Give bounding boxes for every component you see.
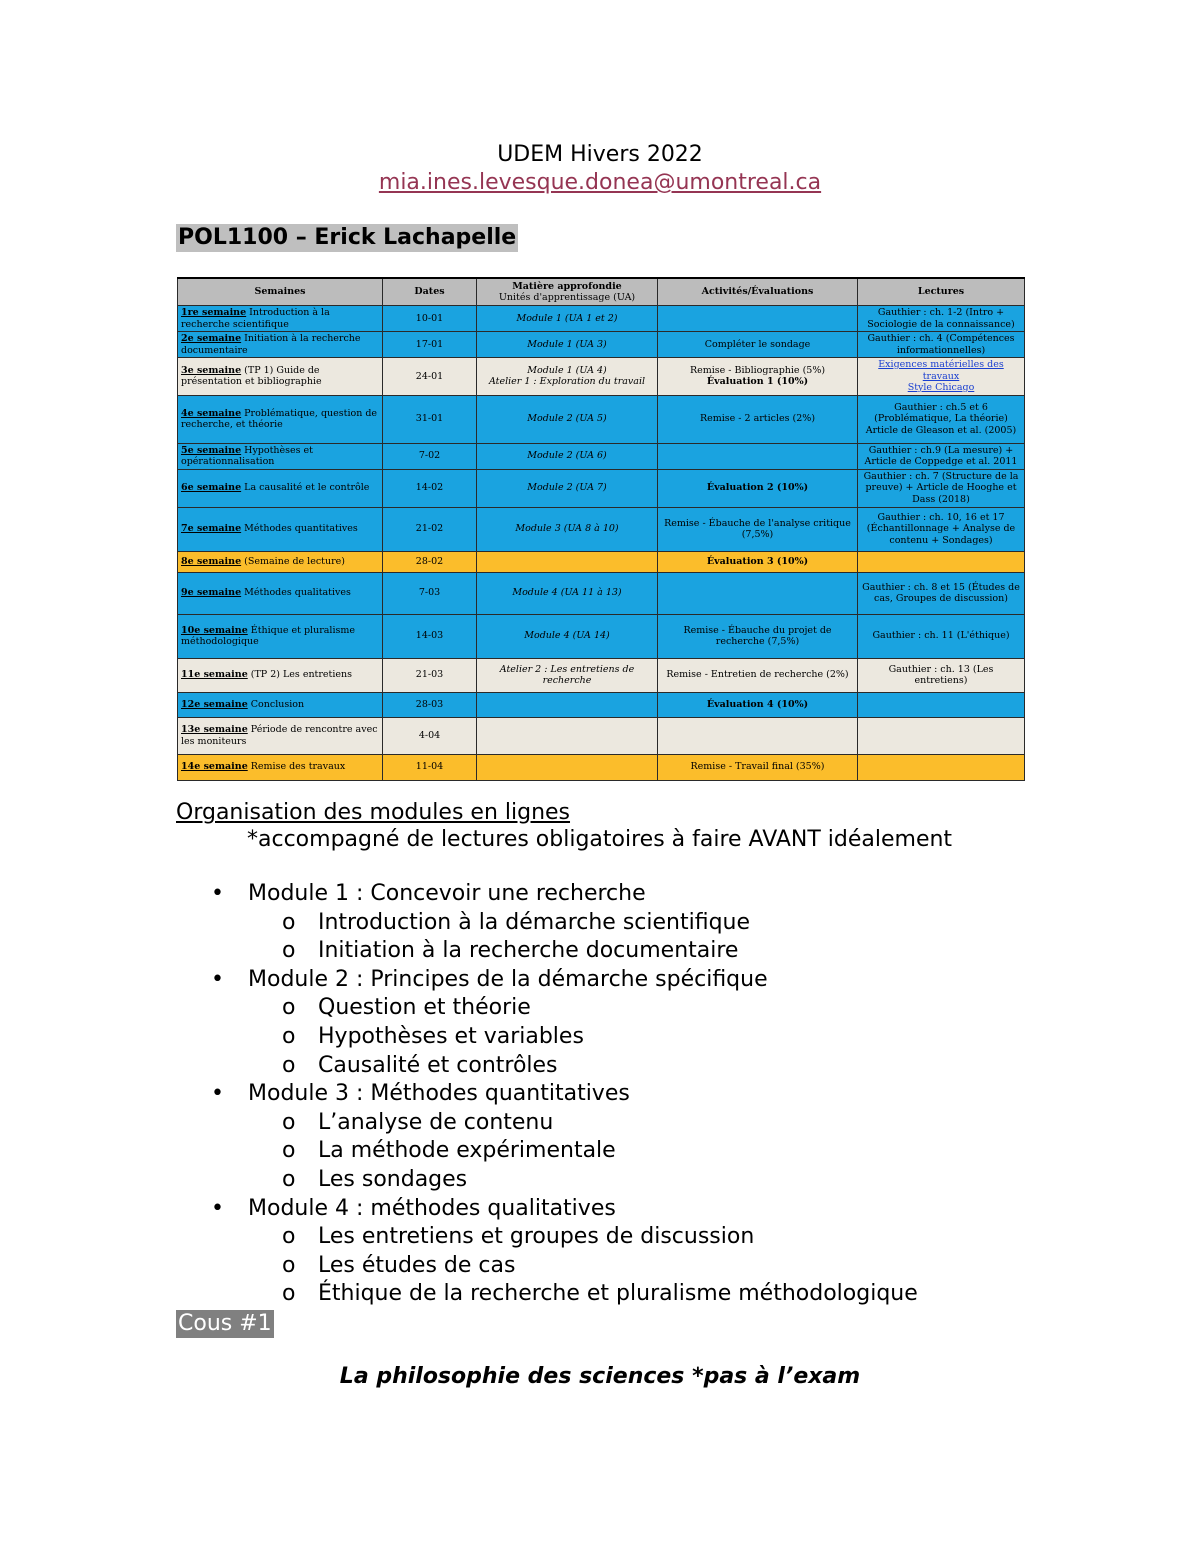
date-cell: 4-04 xyxy=(383,717,477,754)
schedule-row xyxy=(178,443,1025,469)
sub-bullet-icon: o xyxy=(282,1281,296,1307)
reading-cell xyxy=(858,306,1025,332)
reading-cell xyxy=(858,551,1025,572)
reading-text: Gauthier : ch. 11 (L'éthique) xyxy=(872,630,1010,642)
week-cell xyxy=(178,692,383,717)
bullet-icon: • xyxy=(211,881,224,906)
reading-cell xyxy=(858,692,1025,717)
week-topic: Période de rencontre avec les moniteurs xyxy=(181,724,378,747)
reading-cell xyxy=(858,658,1025,692)
module-subitem-label: Causalité et contrôles xyxy=(318,1052,558,1078)
date-cell: 17-01 xyxy=(383,332,477,358)
reading-cell xyxy=(858,717,1025,754)
week-label: 12e semaine xyxy=(181,698,248,710)
week-cell xyxy=(178,572,383,614)
reading-text: Gauthier : ch.5 et 6 (Problématique, La théorie) Article de Gleason et al. (2005) xyxy=(865,401,1017,436)
reading-cell xyxy=(858,469,1025,507)
activity-cell xyxy=(658,551,858,572)
schedule-body xyxy=(178,306,1025,781)
sub-bullet-icon: o xyxy=(282,1224,296,1250)
activity-cell xyxy=(658,717,858,754)
activity-cell xyxy=(658,572,858,614)
header-matiere xyxy=(477,278,658,306)
week-cell xyxy=(178,358,383,396)
date-cell: 10-01 xyxy=(383,306,477,332)
week-label: 1re semaine xyxy=(181,307,247,318)
module-subitem xyxy=(0,909,918,938)
module-subitem xyxy=(0,1052,918,1081)
schedule-row xyxy=(178,395,1025,443)
activity-cell xyxy=(658,614,858,658)
week-topic: Remise des travaux xyxy=(250,761,346,773)
reading-cell xyxy=(858,614,1025,658)
header-activites: Activités/Évaluations xyxy=(658,278,858,306)
module-text: Atelier 2 : Les entretiens de recherche xyxy=(499,663,635,686)
week-label: 14e semaine xyxy=(181,761,248,773)
reading-cell xyxy=(858,332,1025,358)
schedule-row xyxy=(178,614,1025,658)
header-matiere-line1: Matière approfondie xyxy=(512,280,622,292)
reading-text: Gauthier : ch. 8 et 15 (Études de cas, Groupes de discussion) xyxy=(862,581,1020,604)
module-subitem xyxy=(0,1137,918,1166)
week-label: 2e semaine xyxy=(181,333,242,344)
module-cell xyxy=(477,306,658,332)
reading-link-2[interactable]: Style Chicago xyxy=(907,382,975,393)
date-cell: 21-02 xyxy=(383,507,477,551)
activity-text: Évaluation 2 (10%) xyxy=(706,482,809,494)
reading-cell xyxy=(858,395,1025,443)
date-cell: 28-02 xyxy=(383,551,477,572)
week-topic: Introduction à la recherche scientifique xyxy=(181,307,330,330)
activity-cell xyxy=(658,658,858,692)
module-item xyxy=(0,880,918,966)
activity-text-2: Évaluation 1 (10%) xyxy=(706,376,809,388)
module-item xyxy=(0,1195,918,1309)
schedule-row xyxy=(178,469,1025,507)
week-label: 9e semaine xyxy=(181,587,242,599)
reading-text: Gauthier : ch. 13 (Les entretiens) xyxy=(888,663,994,686)
date-cell: 28-03 xyxy=(383,692,477,717)
module-subitem-label: Les entretiens et groupes de discussion xyxy=(318,1224,755,1250)
module-subitem xyxy=(0,1166,918,1195)
module-cell xyxy=(477,395,658,443)
schedule-header-row xyxy=(178,278,1025,306)
date-cell: 14-03 xyxy=(383,614,477,658)
module-label: Module 2 : Principes de la démarche spécifique xyxy=(248,966,768,992)
schedule-table xyxy=(177,277,1025,781)
week-cell xyxy=(178,332,383,358)
module-label: Module 4 : méthodes qualitatives xyxy=(248,1195,616,1221)
date-cell: 7-03 xyxy=(383,572,477,614)
module-subitem xyxy=(0,994,918,1023)
activity-cell xyxy=(658,358,858,396)
module-text: Module 2 (UA 7) xyxy=(527,482,607,494)
module-subitem xyxy=(0,1023,918,1052)
activity-cell xyxy=(658,692,858,717)
reading-text: Gauthier : ch. 4 (Compétences informationnelles) xyxy=(867,333,1015,356)
schedule-row xyxy=(178,306,1025,332)
module-text-2: Atelier 1 : Exploration du travail xyxy=(488,376,646,388)
module-cell xyxy=(477,692,658,717)
week-topic: Méthodes qualitatives xyxy=(244,587,351,599)
schedule-row xyxy=(178,551,1025,572)
week-cell xyxy=(178,717,383,754)
module-text: Module 4 (UA 11 à 13) xyxy=(512,587,622,599)
reading-cell xyxy=(858,754,1025,780)
date-cell: 21-03 xyxy=(383,658,477,692)
sub-bullet-icon: o xyxy=(282,1138,296,1164)
activity-cell xyxy=(658,306,858,332)
module-sublist xyxy=(248,1223,918,1309)
week-topic: La causalité et le contrôle xyxy=(244,482,370,494)
sub-bullet-icon: o xyxy=(282,1252,296,1278)
week-topic: Méthodes quantitatives xyxy=(244,523,358,535)
sub-bullet-icon: o xyxy=(282,1023,296,1049)
organisation-title: Organisation des modules en lignes xyxy=(176,800,571,825)
module-subitem-label: Les sondages xyxy=(318,1166,468,1192)
week-cell xyxy=(178,754,383,780)
week-topic: Éthique et pluralisme méthodologique xyxy=(181,624,356,647)
week-label: 11e semaine xyxy=(181,669,248,681)
reading-text: Gauthier : ch. 7 (Structure de la preuve) + Article de Hooghe et Dass (2018) xyxy=(863,470,1019,505)
week-cell xyxy=(178,395,383,443)
activity-cell xyxy=(658,443,858,469)
bullet-icon: • xyxy=(211,1081,224,1107)
activity-text: Remise - Ébauche de l'analyse critique (7,5%) xyxy=(664,517,851,540)
module-text: Module 4 (UA 14) xyxy=(524,630,610,642)
reading-link[interactable]: Exigences matérielles des travaux xyxy=(878,359,1004,382)
module-cell xyxy=(477,754,658,780)
reading-cell xyxy=(858,507,1025,551)
date-cell: 11-04 xyxy=(383,754,477,780)
module-cell xyxy=(477,717,658,754)
module-subitem xyxy=(0,1223,918,1252)
module-subitem-label: Les études de cas xyxy=(318,1252,516,1278)
activity-cell xyxy=(658,332,858,358)
sub-bullet-icon: o xyxy=(282,1109,296,1135)
week-label: 8e semaine xyxy=(181,555,242,567)
module-cell xyxy=(477,443,658,469)
module-text: Module 1 (UA 3) xyxy=(527,338,607,350)
reading-cell xyxy=(858,358,1025,396)
week-label: 3e semaine xyxy=(181,364,242,376)
date-cell: 31-01 xyxy=(383,395,477,443)
activity-cell xyxy=(658,395,858,443)
module-item xyxy=(0,966,918,1080)
week-topic: Initiation à la recherche documentaire xyxy=(181,333,361,356)
week-cell xyxy=(178,614,383,658)
sub-bullet-icon: o xyxy=(282,1166,296,1192)
module-sublist xyxy=(248,1109,918,1195)
module-text: Module 2 (UA 5) xyxy=(527,413,607,425)
week-topic: (TP 1) Guide de présentation et bibliographie xyxy=(181,364,322,388)
reading-text: Gauthier : ch. 10, 16 et 17 (Échantillonnage + Analyse de contenu + Sondages) xyxy=(866,511,1016,546)
module-subitem-label: La méthode expérimentale xyxy=(318,1138,616,1164)
date-cell: 14-02 xyxy=(383,469,477,507)
module-label: Module 3 : Méthodes quantitatives xyxy=(248,1081,630,1107)
module-text: Module 2 (UA 6) xyxy=(527,450,607,462)
schedule-row xyxy=(178,507,1025,551)
reading-cell xyxy=(858,572,1025,614)
week-topic: (TP 2) Les entretiens xyxy=(250,669,353,681)
module-subitem-label: Éthique de la recherche et pluralisme méthodologique xyxy=(318,1281,918,1307)
week-label: 6e semaine xyxy=(181,482,242,494)
module-cell xyxy=(477,507,658,551)
schedule-row xyxy=(178,754,1025,780)
module-subitem-label: Question et théorie xyxy=(318,995,531,1021)
schedule-row xyxy=(178,572,1025,614)
module-cell xyxy=(477,469,658,507)
header-matiere-line2: Unités d'apprentissage (UA) xyxy=(498,292,636,303)
header-lectures: Lectures xyxy=(858,278,1025,306)
organisation-note: *accompagné de lectures obligatoires à faire AVANT idéalement xyxy=(247,827,953,852)
activity-text: Remise - Entretien de recherche (2%) xyxy=(666,669,849,681)
bullet-icon: • xyxy=(211,966,224,992)
activity-text: Remise - Travail final (35%) xyxy=(690,761,825,773)
week-topic: (Semaine de lecture) xyxy=(244,555,345,567)
week-label: 10e semaine xyxy=(181,624,248,636)
activity-cell xyxy=(658,507,858,551)
sub-bullet-icon: o xyxy=(282,995,296,1021)
schedule-row xyxy=(178,692,1025,717)
week-topic: Problématique, question de recherche, et théorie xyxy=(181,407,378,430)
header-dates: Dates xyxy=(383,278,477,306)
week-cell xyxy=(178,507,383,551)
module-cell xyxy=(477,614,658,658)
activity-text: Évaluation 3 (10%) xyxy=(706,555,809,567)
week-label: 13e semaine xyxy=(181,724,248,735)
schedule-row xyxy=(178,717,1025,754)
email-link-wrapper xyxy=(0,170,1200,195)
week-topic: Conclusion xyxy=(250,698,305,710)
sub-bullet-icon: o xyxy=(282,938,296,964)
activity-cell xyxy=(658,754,858,780)
cous-label: Cous #1 xyxy=(178,1311,272,1336)
module-subitem xyxy=(0,1280,918,1309)
module-cell xyxy=(477,572,658,614)
module-subitem xyxy=(0,1252,918,1281)
module-text: Module 3 (UA 8 à 10) xyxy=(515,523,619,535)
reading-cell xyxy=(858,443,1025,469)
date-cell: 24-01 xyxy=(383,358,477,396)
module-subitem-label: Initiation à la recherche documentaire xyxy=(318,938,739,964)
module-subitem xyxy=(0,937,918,966)
activity-text: Remise - Ébauche du projet de recherche (7,5%) xyxy=(683,624,832,647)
week-label: 7e semaine xyxy=(181,523,242,535)
module-subitem-label: L’analyse de contenu xyxy=(318,1109,554,1135)
course-title: POL1100 – Erick Lachapelle xyxy=(178,225,517,250)
philosophy-heading: La philosophie des sciences *pas à l’exam xyxy=(339,1364,861,1389)
schedule-row xyxy=(178,332,1025,358)
module-subitem xyxy=(0,1109,918,1138)
module-list xyxy=(0,880,918,1309)
module-cell xyxy=(477,551,658,572)
bullet-icon: • xyxy=(211,1195,224,1221)
module-label: Module 1 : Concevoir une recherche xyxy=(248,881,646,906)
week-cell xyxy=(178,306,383,332)
module-text: Module 1 (UA 1 et 2) xyxy=(516,312,618,324)
email-link[interactable]: mia.ines.levesque.donea@umontreal.ca xyxy=(378,170,822,195)
week-cell xyxy=(178,443,383,469)
reading-text: Gauthier : ch. 1-2 (Intro + Sociologie de la connaissance) xyxy=(867,307,1015,330)
activity-text: Évaluation 4 (10%) xyxy=(706,698,809,710)
module-sublist xyxy=(248,909,918,966)
week-cell xyxy=(178,658,383,692)
module-cell xyxy=(477,332,658,358)
activity-text: Compléter le sondage xyxy=(704,338,811,350)
module-sublist xyxy=(248,994,918,1080)
schedule-row xyxy=(178,358,1025,396)
week-label: 4e semaine xyxy=(181,407,242,419)
module-subitem-label: Introduction à la démarche scientifique xyxy=(318,909,751,935)
module-item xyxy=(0,1080,918,1194)
module-subitem-label: Hypothèses et variables xyxy=(318,1023,584,1049)
sub-bullet-icon: o xyxy=(282,909,296,935)
header-semaines: Semaines xyxy=(178,278,383,306)
module-text: Module 1 (UA 4) xyxy=(527,364,607,376)
activity-text: Remise - Bibliographie (5%) xyxy=(689,364,826,376)
week-topic: Hypothèses et opérationnalisation xyxy=(181,444,313,467)
sub-bullet-icon: o xyxy=(282,1052,296,1078)
week-label: 5e semaine xyxy=(181,444,242,456)
module-cell xyxy=(477,358,658,396)
week-cell xyxy=(178,551,383,572)
date-cell: 7-02 xyxy=(383,443,477,469)
activity-text: Remise - 2 articles (2%) xyxy=(699,413,816,425)
activity-cell xyxy=(658,469,858,507)
reading-text: Gauthier : ch.9 (La mesure) + Article de Coppedge et al. 2011 xyxy=(864,444,1018,467)
module-cell xyxy=(477,658,658,692)
week-cell xyxy=(178,469,383,507)
document-header-title: UDEM Hivers 2022 xyxy=(497,142,703,167)
schedule-row xyxy=(178,658,1025,692)
